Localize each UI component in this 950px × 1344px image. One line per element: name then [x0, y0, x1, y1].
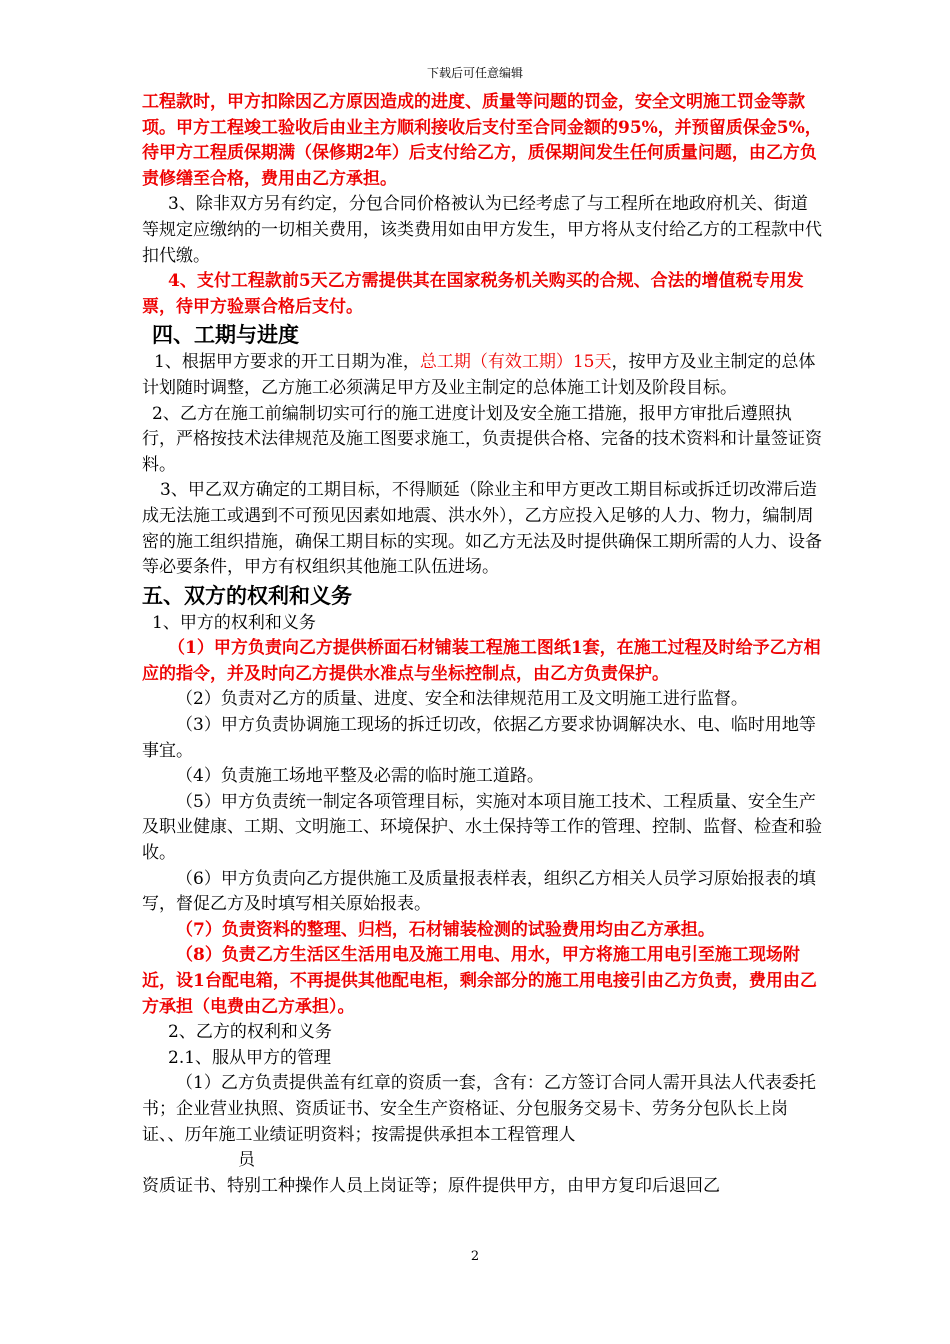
schedule-clause-1-text-c: ，按甲方及业主制定的总体计划随时调整，乙方施工必须满足甲方及业主制定的总体施工计划及阶段目标。: [142, 352, 816, 398]
party-b-item-1-wrap: 员: [238, 1150, 255, 1171]
schedule-clause-1-text-a: 1、根据甲方要求的开工日期为准，: [154, 352, 420, 373]
party-a-item-6: （6）甲方负责向乙方提供施工及质量报表样表，组织乙方相关人员学习原始报表的填写，督促乙方及时填写相关原始报表。: [142, 868, 816, 915]
party-b-rights-heading: 2、乙方的权利和义务: [168, 1022, 332, 1043]
party-a-item-8: （8）负责乙方生活区生活用电及施工用电、用水，甲方将施工用电引至施工现场附近，设1台配电箱，不再提供其他配电柜，剩余部分的施工用电接引由乙方负责，费用由乙方承担（电费由乙方承担）。: [142, 945, 817, 1017]
section-heading-schedule: 四、工期与进度: [152, 322, 299, 348]
party-b-item-1: （1）乙方负责提供盖有红章的资质一套，含有：乙方签订合同人需开具法人代表委托书；企业营业执照、资质证书、安全生产资格证、分包服务交易卡、劳务分包队长上岗证、、历年施工业绩证明资料；按需提供承担本工程管理人: [142, 1073, 816, 1145]
party-a-item-5: （5）甲方负责统一制定各项管理目标，实施对本项目施工技术、工程质量、安全生产及职业健康、工期、文明施工、环境保护、水土保持等工作的管理、控制、监督、检查和验收。: [142, 791, 822, 864]
party-a-item-3: （3）甲方负责协调施工现场的拆迁切改，依据乙方要求协调解决水、电、临时用地等事宜。: [142, 715, 816, 761]
party-a-item-4: （4）负责施工场地平整及必需的临时施工道路。: [176, 766, 544, 787]
schedule-clause-1: [142, 350, 822, 401]
party-b-item-1-continued: 资质证书、特别工种操作人员上岗证等；原件提供甲方，由甲方复印后退回乙: [142, 1175, 720, 1196]
party-a-item-1: （1）甲方负责向乙方提供桥面石材铺装工程施工图纸1套，在施工过程及时给予乙方相应的指令，并及时向乙方提供水准点与坐标控制点，由乙方负责保护。: [142, 638, 821, 684]
payment-terms-paragraph: 工程款时，甲方扣除因乙方原因造成的进度、质量等问题的罚金，安全文明施工罚金等款项。甲方工程竣工验收后由业主方顺利接收后支付至合同金额的95%，并预留质保金5%，待甲方工程质保期满（保修期2年）后支付给乙方，质保期间发生任何质量问题，由乙方负责修缮至合格，费用由乙方承担。: [142, 92, 822, 189]
party-a-item-7: （7）负责资料的整理、归档，石材铺装检测的试验费用均由乙方承担。: [176, 919, 715, 940]
schedule-clause-2: 2、乙方在施工前编制切实可行的施工进度计划及安全施工措施，报甲方审批后遵照执行，严格按技术法律规范及施工图要求施工，负责提供合格、完备的技术资料和计量签证资料。: [142, 403, 822, 475]
party-a-rights-heading: 1、甲方的权利和义务: [152, 612, 316, 633]
schedule-clause-3: 3、甲乙双方确定的工期目标，不得顺延（除业主和甲方更改工期目标或拆迁切改滞后造成无法施工或遇到不可预见因素如地震、洪水外），乙方应投入足够的人力、物力，编制周密的施工组织措施，确保工期目标的实现。如乙方无法及时提供确保工期所需的人力、设备等必要条件，甲方有权组织其他施工队伍进场。: [142, 480, 822, 578]
document-body: [142, 90, 822, 1199]
party-a-item-2: （2）负责对乙方的质量、进度、安全和法律规范用工及文明施工进行监督。: [176, 689, 748, 710]
party-b-subsection-2-1: 2.1、服从甲方的管理: [168, 1047, 332, 1068]
page-number: 2: [470, 1249, 480, 1264]
clause-4-invoice: 4、支付工程款前5天乙方需提供其在国家税务机关购买的合规、合法的增值税专用发票，待甲方验票合格后支付。: [142, 271, 804, 317]
total-duration-highlight: 总工期（有效工期）15天: [419, 352, 612, 373]
clause-3-fees: 3、除非双方另有约定，分包合同价格被认为已经考虑了与工程所在地政府机关、街道等规定应缴纳的一切相关费用，该类费用如由甲方发生，甲方将从支付给乙方的工程款中代扣代缴。: [142, 194, 822, 266]
page-header: 下载后可任意编辑: [426, 66, 523, 80]
section-heading-rights: 五、双方的权利和义务: [142, 582, 352, 608]
